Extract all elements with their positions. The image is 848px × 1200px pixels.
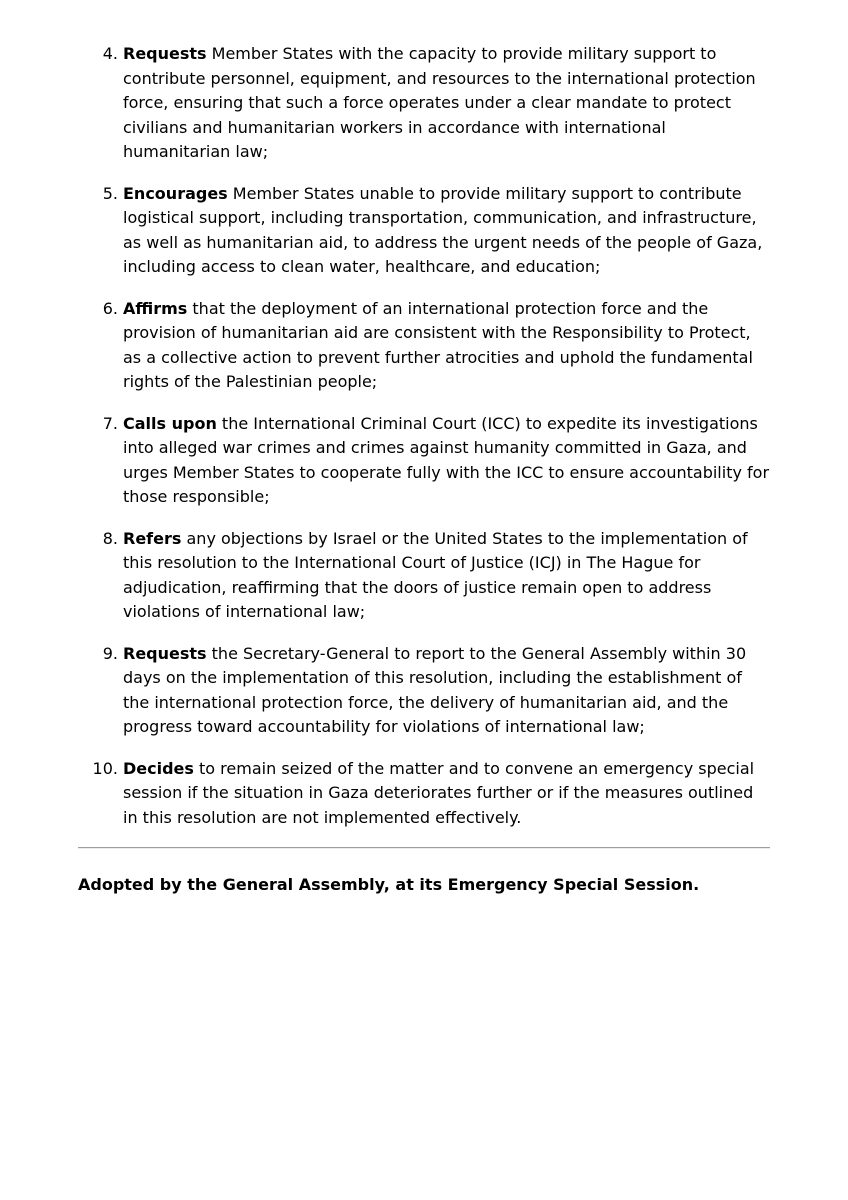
list-item-number: 7. [102, 413, 118, 433]
list-item-number: 10. [92, 758, 118, 778]
clause-keyword: Requests [123, 44, 207, 63]
clause-keyword: Encourages [123, 183, 228, 203]
clause-text: any objections by Israel or the United States to the implementation of this resolution to the International Court of Justice (ICJ) in The Hague for adjudication, reaffirming that the doors of justice remain open to address violations of international law; [123, 528, 748, 621]
list-item [78, 297, 770, 395]
list-item-number: 4. [102, 44, 118, 63]
list-item [78, 412, 770, 510]
list-item [78, 642, 770, 740]
clause-text: the Secretary-General to report to the General Assembly within 30 days on the implementation of this resolution, including the establishment of the international protection force, the delivery of humanitarian aid, and the progress toward accountability for violations of international law; [123, 643, 747, 736]
clause-keyword: Decides [123, 758, 194, 778]
clause-body [123, 642, 770, 740]
clause-body [123, 527, 770, 625]
resolution-clauses-list [78, 42, 770, 830]
clause-keyword: Calls upon [123, 413, 217, 433]
clause-keyword: Affirms [123, 298, 188, 318]
clause-keyword: Refers [123, 528, 182, 548]
list-item-number: 8. [102, 528, 118, 548]
clause-text: Member States unable to provide military support to contribute logistical support, including transportation, communication, and infrastructure, as well as humanitarian aid, to address the urgent needs of the people of Gaza, including access to clean water, healthcare, and education; [123, 183, 763, 276]
clause-body [123, 757, 770, 831]
list-item-number: 9. [102, 643, 118, 663]
clause-text: Member States with the capacity to provide military support to contribute personnel, equipment, and resources to the international protection force, ensuring that such a force operates under a clear mandate to protect civilians and humanitarian workers in accordance with international humanitarian law; [123, 44, 756, 161]
list-item [78, 42, 770, 165]
clause-keyword: Requests [123, 643, 207, 663]
adoption-statement: Adopted by the General Assembly, at its Emergency Special Session. [78, 875, 700, 894]
clause-body [123, 182, 770, 280]
clause-text: to remain seized of the matter and to convene an emergency special session if the situation in Gaza deteriorates further or if the measures outlined in this resolution are not implemented effectively. [123, 758, 755, 827]
clause-body [123, 412, 770, 510]
list-item [78, 757, 770, 831]
list-item [78, 182, 770, 280]
list-item-number: 5. [102, 183, 118, 203]
list-item-number: 6. [102, 298, 118, 318]
clause-body [123, 297, 770, 395]
clause-body [123, 42, 770, 165]
divider [78, 847, 770, 849]
clause-text: the International Criminal Court (ICC) to expedite its investigations into alleged war crimes and crimes against humanity committed in Gaza, and urges Member States to cooperate fully with the ICC to ensure accountability for those responsible; [123, 413, 770, 506]
clause-text: that the deployment of an international protection force and the provision of humanitarian aid are consistent with the Responsibility to Protect, as a collective action to prevent further atrocities and uphold the fundamental rights of the Palestinian people; [123, 298, 753, 391]
list-item [78, 527, 770, 625]
